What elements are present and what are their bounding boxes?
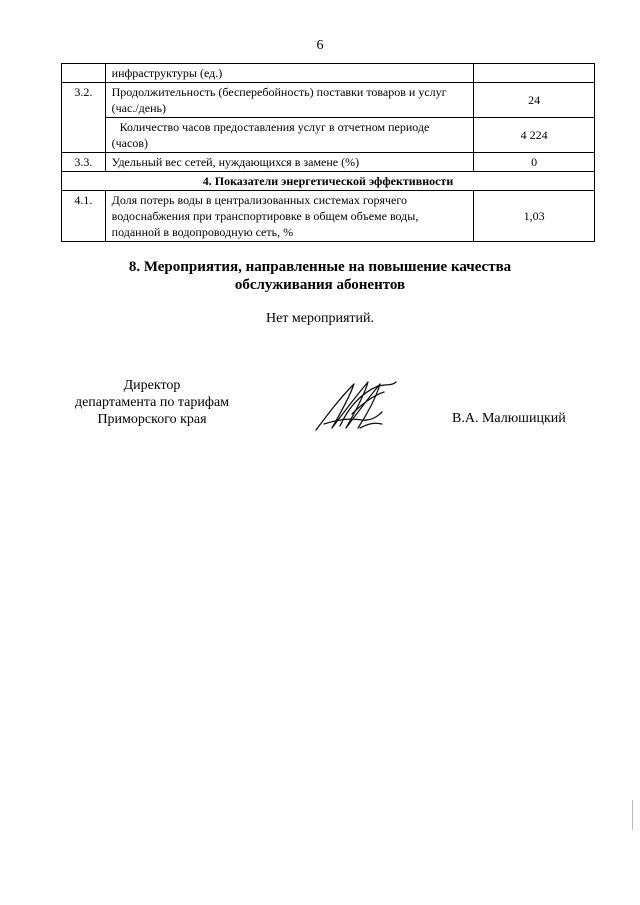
scan-edge-mark (632, 800, 633, 830)
table-row (62, 153, 595, 172)
row-number (62, 64, 106, 83)
row-description: Удельный вес сетей, нуждающихся в замене (%) (105, 153, 474, 172)
table-section-title: 4. Показатели энергетической эффективности (62, 172, 595, 191)
section-8-heading (0, 258, 640, 294)
row-number: 3.2. (62, 83, 106, 153)
row-value: 24 (474, 83, 595, 118)
table-row (62, 118, 595, 153)
row-value: 0 (474, 153, 595, 172)
row-value: 4 224 (474, 118, 595, 153)
signer-title-line2: департамента по тарифам (74, 395, 230, 410)
table-section-row (62, 172, 595, 191)
row-number: 4.1. (62, 191, 106, 242)
row-number: 3.3. (62, 153, 106, 172)
section-8-body: Нет мероприятий. (265, 311, 375, 326)
signer-title-line3: Приморского края (97, 412, 207, 427)
table-row (62, 83, 595, 118)
row-description: Продолжительность (бесперебойность) поставки товаров и услуг (час./день) (105, 83, 474, 118)
table-row (62, 64, 595, 83)
section-8-heading-line1: 8. Мероприятия, направленные на повышение качества (128, 259, 512, 275)
signer-title-line1: Директор (123, 378, 181, 393)
row-value (474, 64, 595, 83)
row-value: 1,03 (474, 191, 595, 242)
row-description: инфраструктуры (ед.) (105, 64, 474, 83)
table-row (62, 191, 595, 242)
row-description: Доля потерь воды в централизованных системах горячего водоснабжения при транспортировке в общем объеме воды, поданной в водопроводную сеть, % (105, 191, 474, 242)
section-8-heading-line2: обслуживания абонентов (234, 277, 406, 293)
row-description: Количество часов предоставления услуг в отчетном периоде (часов) (105, 118, 474, 153)
page-number: 6 (316, 38, 324, 53)
signer-title (52, 377, 252, 428)
indicators-table (61, 63, 595, 242)
signer-name: В.А. Малюшицкий (452, 411, 566, 426)
handwritten-signature (310, 374, 410, 436)
